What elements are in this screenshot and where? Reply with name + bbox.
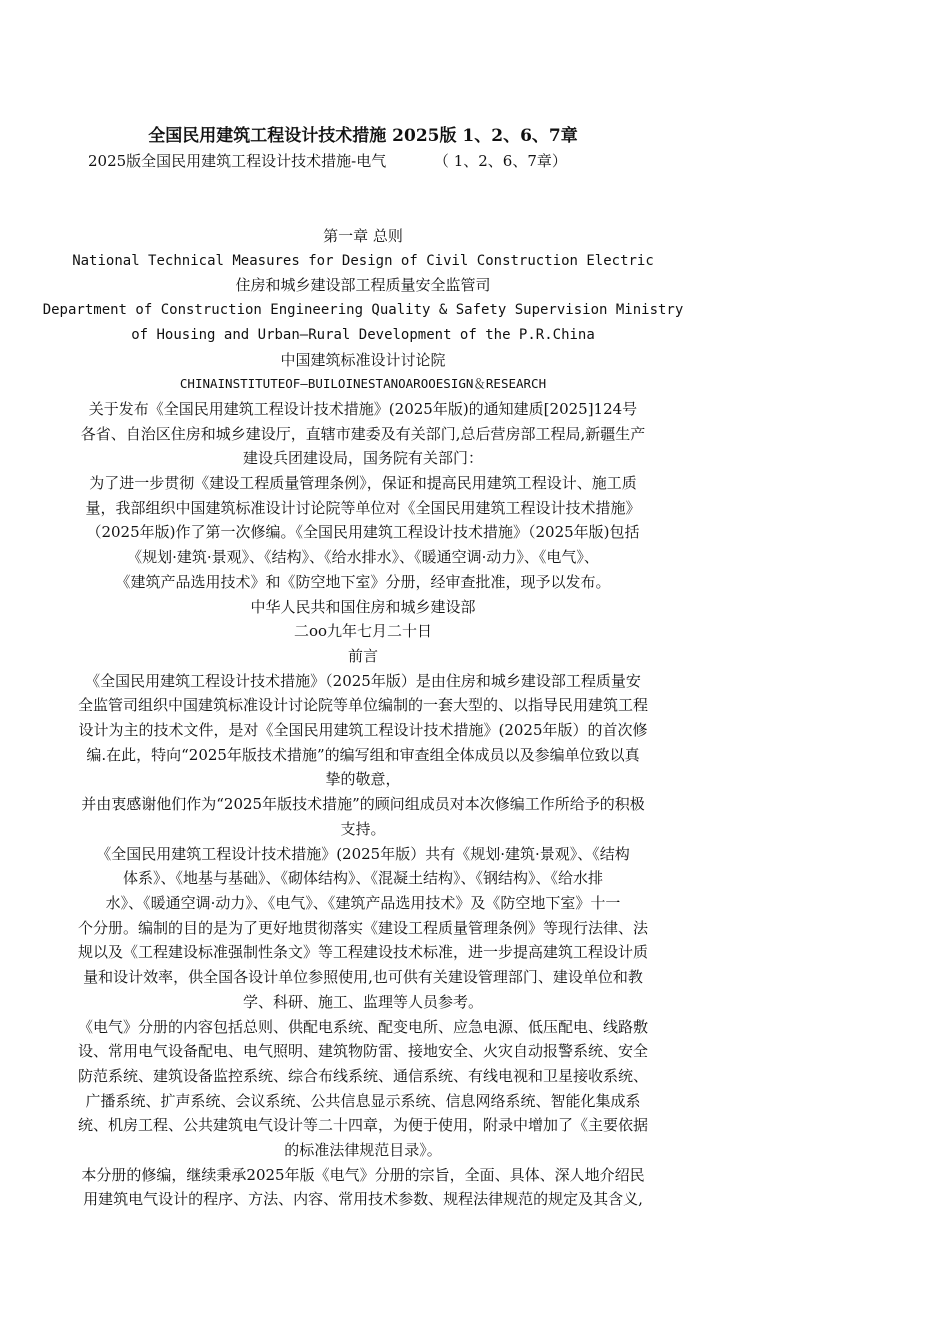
- paragraph-line: 设计为主的技术文件，是对《全国民用建筑工程设计技术措施》(2025年版）的首次修: [78, 721, 648, 740]
- paragraph-line: 统、机房工程、公共建筑电气设计等二十四章，为便于使用，附录中增加了《主要依据: [77, 1116, 648, 1135]
- department-english-line-2: of Housing and Urban—Rural Development of the P.R.China: [131, 326, 595, 343]
- paragraph-line: 本分册的修编，继续秉承2025年版《电气》分册的宗旨，全面、具体、深人地介绍民: [81, 1165, 645, 1184]
- paragraph-line: 《全国民用建筑工程设计技术措施》（2025年版）是由住房和城乡建设部工程质量安: [85, 671, 641, 690]
- document-body: [40, 224, 686, 1212]
- paragraph-line: 《规划·建筑·景观》、《结构》、《给水排水》、《暖通空调·动力》、《电气》、: [127, 548, 599, 567]
- paragraph-line: 全监管司组织中国建筑标准设计讨论院等单位编制的一套大型的、以指导民用建筑工程: [77, 696, 648, 715]
- paragraph-line: 并由衷感谢他们作为“2025年版技术措施”的顾问组成员对本次修编工作所给予的积极: [81, 795, 645, 814]
- paragraph-line: 为了进一步贯彻《建设工程质量管理条例》，保证和提高民用建筑工程设计、施工质: [89, 474, 637, 493]
- paragraph-line: 设、常用电气设备配电、电气照明、建筑物防雷、接地安全、火灾自动报警系统、安全: [77, 1042, 648, 1061]
- signature-date: 二oo九年七月二十日: [293, 622, 433, 641]
- paragraph-line: 量，我部组织中国建筑标准设计讨论院等单位对《全国民用建筑工程设计技术措施》: [85, 498, 641, 517]
- institute-name: 中国建筑标准设计讨论院: [280, 350, 446, 369]
- paragraph-line: 的标准法律规范目录》。: [284, 1141, 442, 1160]
- paragraph-line: 建设兵团建设局，国务院有关部门：: [242, 449, 483, 468]
- department-english-line-1: Department of Construction Engineering Quality & Safety Supervision Ministry: [42, 302, 684, 319]
- english-title: National Technical Measures for Design of Civil Construction Electric: [72, 252, 654, 269]
- paragraph-line: 体系》、《地基与基础》、《砌体结构》、《混凝土结构》、《钢结构》、《给水排: [122, 869, 603, 888]
- signature-ministry: 中华人民共和国住房和城乡建设部: [250, 597, 476, 616]
- paragraph-line: （2025年版)作了第一次修编。《全国民用建筑工程设计技术措施》（2025年版)包括: [86, 523, 640, 542]
- paragraph-line: 防范系统、建筑设备监控系统、综合布线系统、通信系统、有线电视和卫星接收系统、: [77, 1066, 648, 1085]
- paragraph-line: 支持。: [340, 819, 386, 838]
- paragraph-line: 编.在此，特向“2025年版技术措施”的编写组和审查组全体成员以及参编单位致以真: [86, 745, 640, 764]
- institute-english: CHINAINSTITUTEOF—BUILOINESTANOAROOESIGN＆RESEARCH: [179, 376, 547, 392]
- paragraph-line: 《建筑产品选用技术》和《防空地下室》分册，经审查批准，现予以发布。: [115, 572, 611, 591]
- paragraph-line: 《全国民用建筑工程设计技术措施》(2025年版）共有《规划·建筑·景观》、《结构: [96, 844, 630, 863]
- document-title: 全国民用建筑工程设计技术措施 2025版 1、2、6、7章: [148, 126, 578, 146]
- department-name: 住房和城乡建设部工程质量安全监管司: [235, 276, 491, 295]
- paragraph-line: 学、科研、施工、监理等人员参考。: [242, 992, 483, 1011]
- paragraph-line: 各省、自治区住房和城乡建设厅，直辖市建委及有关部门,总后营房部工程局,新疆生产: [80, 424, 646, 443]
- notice-title: 关于发布《全国民用建筑工程设计技术措施》(2025年版)的通知建质[2025]124号: [88, 399, 638, 418]
- paragraph-line: 个分册。编制的目的是为了更好地贯彻落实《建设工程质量管理条例》等现行法律、法: [77, 918, 648, 937]
- paragraph-line: 《电气》分册的内容包括总则、供配电系统、配变电所、应急电源、低压配电、线路敷: [77, 1017, 648, 1036]
- paragraph-line: 规以及《工程建设标准强制性条文》等工程建设技术标准，进一步提高建筑工程设计质: [77, 943, 648, 962]
- preface-heading: 前言: [347, 646, 378, 665]
- paragraph-line: 用建筑电气设计的程序、方法、内容、常用技术参数、规程法律规范的规定及其含义,: [83, 1190, 643, 1209]
- paragraph-line: 水》、《暖通空调·动力》、《电气》、《建筑产品选用技术》及《防空地下室》十一: [105, 893, 621, 912]
- paragraph-line: 广播系统、扩声系统、会议系统、公共信息显示系统、信息网络系统、智能化集成系: [85, 1091, 641, 1110]
- document-subtitle: 2025版全国民用建筑工程设计技术措施-电气 （ 1、2、6、7章）: [88, 152, 567, 170]
- paragraph-line: 量和设计效率，供全国各设计单位参照使用,也可供有关建设管理部门、建设单位和教: [83, 968, 643, 987]
- chapter-heading: 第一章 总则: [323, 227, 403, 245]
- paragraph-line: 挚的敬意，: [325, 770, 401, 789]
